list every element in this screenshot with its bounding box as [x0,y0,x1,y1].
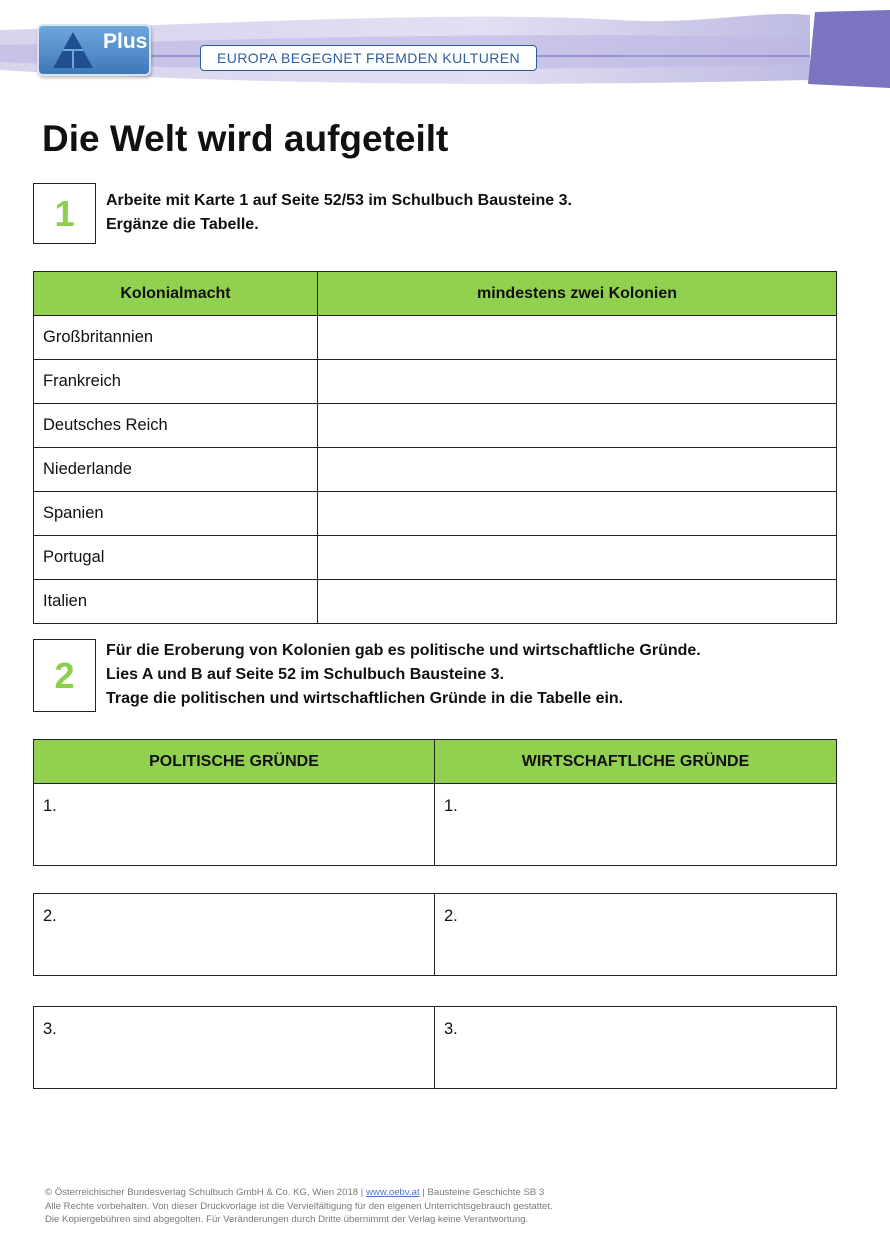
table-row [34,1007,837,1089]
colonies-answer-cell[interactable] [318,536,837,580]
country-cell: Großbritannien [34,316,318,360]
footer-copyright: © Österreichischer Bundesverlag Schulbuch GmbH & Co. KG, Wien 2018 | [45,1187,366,1198]
footer-line-2: Alle Rechte vorbehalten. Von dieser Druckvorlage ist die Vervielfältigung für den eigenen Unterrichtsgebrauch gestattet. [45,1200,553,1212]
colonies-answer-cell[interactable] [318,492,837,536]
publisher-link[interactable]: www.oebv.at [365,1187,420,1198]
table-header-row [34,740,837,784]
country-cell: Niederlande [34,448,318,492]
colonies-answer-cell[interactable] [318,580,837,624]
table-row [34,784,837,866]
table-row [34,536,837,580]
task-2-instructions [106,639,701,711]
political-reason-cell[interactable]: 2. [34,894,435,976]
political-reason-cell[interactable]: 1. [34,784,435,866]
table-row [34,316,837,360]
table-row [34,360,837,404]
task-2-line-2: Lies A und B auf Seite 52 im Schulbuch Bausteine 3. [106,666,505,683]
table-row [34,894,837,976]
header-economic-reasons: WIRTSCHAFTLICHE GRÜNDE [435,740,837,784]
task-2-number: 2 [33,639,96,712]
footer-line-3: Die Kopiergebühren sind abgegolten. Für Veränderungen durch Dritte übernimmt der Verlag keine Verantwortung. [45,1214,529,1225]
economic-reason-cell[interactable]: 1. [435,784,837,866]
table-header-row [34,272,837,316]
table-row [34,448,837,492]
colonies-answer-cell[interactable] [318,316,837,360]
colonies-answer-cell[interactable] [318,360,837,404]
page-title: Die Welt wird aufgeteilt [42,118,449,159]
table-row [34,492,837,536]
colonial-powers-table [33,271,837,624]
reasons-table-row-3 [33,1006,837,1089]
task-1-number: 1 [33,183,96,244]
colonies-answer-cell[interactable] [318,404,837,448]
country-cell: Portugal [34,536,318,580]
reasons-table [33,739,837,866]
table-row [34,404,837,448]
table-row [34,580,837,624]
header-colonial-power: Kolonialmacht [34,272,318,316]
footer-line-1 [45,1186,553,1200]
header-colonies: mindestens zwei Kolonien [318,272,837,316]
plus-logo [37,24,151,76]
economic-reason-cell[interactable]: 3. [435,1007,837,1089]
task-1-line-1: Arbeite mit Karte 1 auf Seite 52/53 im Schulbuch Bausteine 3. [106,192,572,209]
series-tagline: EUROPA BEGEGNET FREMDEN KULTUREN [200,45,537,71]
logo-label: Plus [103,30,148,53]
header-political-reasons: POLITISCHE GRÜNDE [34,740,435,784]
country-cell: Frankreich [34,360,318,404]
task-1-instructions [106,189,572,237]
task-1-line-2: Ergänze die Tabelle. [106,216,259,233]
economic-reason-cell[interactable]: 2. [435,894,837,976]
country-cell: Deutsches Reich [34,404,318,448]
task-2-line-1: Für die Eroberung von Kolonien gab es politische und wirtschaftliche Gründe. [106,642,701,659]
task-2-line-3: Trage die politischen und wirtschaftlichen Gründe in die Tabelle ein. [106,690,624,707]
political-reason-cell[interactable]: 3. [34,1007,435,1089]
country-cell: Spanien [34,492,318,536]
copyright-footer [45,1186,553,1227]
pyramid-icon [43,28,103,72]
colonies-answer-cell[interactable] [318,448,837,492]
reasons-table-row-2 [33,893,837,976]
footer-book-title: | Bausteine Geschichte SB 3 [419,1187,545,1198]
country-cell: Italien [34,580,318,624]
